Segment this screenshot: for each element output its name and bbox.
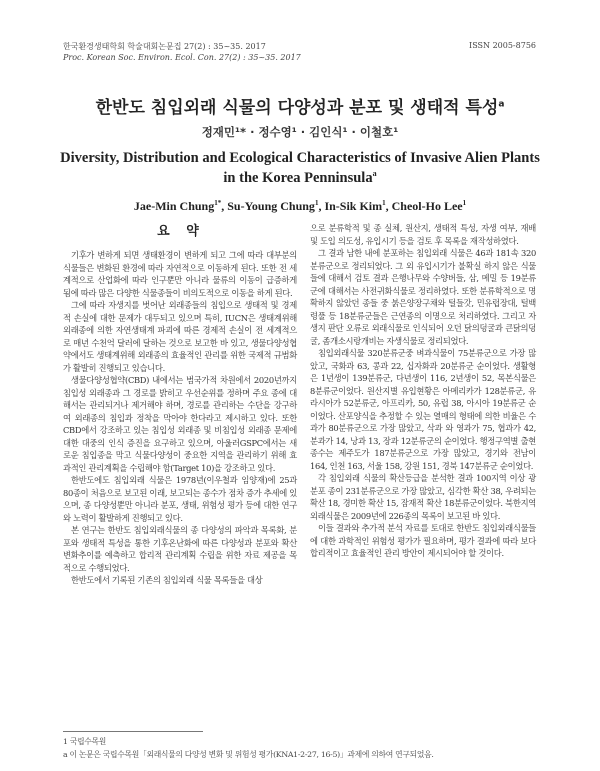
abstract-right-column <box>310 222 536 560</box>
author-3: In-Sik Kim <box>324 199 383 213</box>
title-korean <box>0 93 600 118</box>
author-4: Cheol-Ho Lee <box>391 199 463 213</box>
paragraph: 한반도에도 침입외래 식물은 1978년(이우철과 임양재)에 25과 80종이 처음으로 보고된 이래, 보고되는 종수가 점차 증가 추세에 있으며, 종 다양성뿐만 아니라 분포, 생태, 위험성 평가 등에 대한 연구와 노력이 활발하게 진행되고 있다. <box>63 475 297 523</box>
footnote-affiliation: 1 국립수목원 <box>63 737 106 746</box>
abstract-heading: 요 약 <box>157 224 205 239</box>
title-english-line2-text: in the Korea Penninsula <box>223 169 373 186</box>
issn: ISSN 2005-8756 <box>469 41 536 50</box>
title-english-line1: Diversity, Distribution and Ecological Characteristics of Invasive Alien Plants <box>60 150 540 166</box>
author-3-mark: 1 <box>382 199 386 207</box>
paragraph: 각 침입외래 식물의 확산등급을 분석한 결과 100지역 이상 광분포 종이 231분류군으로 가장 많았고, 심각한 확산 38, 우려되는 확산 18, 경미한 확산 15, 잠재적 확산 18분류군이었다. 북한지역 외래식물은 2009년에 226종의 목록이 보고된 바 있다. <box>310 473 536 521</box>
author-4-mark: 1 <box>462 199 467 207</box>
paragraph: 침입외래식물 320분류군중 벼과식물이 75분류군으로 가장 많았고, 국화과 63, 콩과 22, 십자화과 20분류군 순이었다. 생활형은 1년생이 139분류군, 다년생이 116, 2년생이 52, 목본식물은 8분류군이었다. 원산지별 유입현황은 아메리카가 128분류군, 유라시아가 52분류군, 아프리카, 50, 유럽 38, 아시아 19분류군 순이었다. 산포양식을 추정할 수 있는 열매의 형태에 의한 비율은 수과가 80분류군으로 가장 많았고, 삭과 와 영과가 75, 협과가 42, 분과가 14, 낭과 13, 장과 12분류군의 순이었다. 행정구역별 출현종수는 제주도가 187분류군으로 가장 많았고, 경기와 전남이 164, 인천 163, 서울 158, 강원 151, 경북 147분류군 순이었다. <box>310 348 536 471</box>
authors-english: Jae-Min Chung$^{1*}$, Su-Young Chung$^1$, In-Sik Kim$^1$, Cheol-Ho Lee$^1$ <box>133 199 467 213</box>
paragraph: 한반도에서 기록된 기존의 침입외래 식물 목록들을 대상 <box>71 575 263 585</box>
footnote-divider <box>63 731 203 732</box>
journal-citation-korean: 한국환경생태학회 학술대회논문집 27(2) : 35~35. 2017 <box>63 42 266 51</box>
title-korean-text: 한반도 침입외래 식물의 다양성과 분포 및 생태적 특성 <box>95 98 499 118</box>
journal-citation-english: Proc. Korean Soc. Environ. Ecol. Con. 27(2) : 35~35. 2017 <box>63 53 301 62</box>
abstract-left-column <box>63 249 297 587</box>
footnote-funding: a 이 논문은 국립수목원「외래식물의 다양성 변화 및 위험성 평가(KNA1-2-27, 16-5)」과제에 의하여 연구되었음. <box>63 750 434 759</box>
paragraph: 그에 따라 자생지를 벗어난 외래종들의 침입으로 생태적 및 경제적 손실에 대한 문제가 대두되고 있으며 특히, IUCN은 생태계위해 외래종에 의한 자연생태계 파괴에 따른 경제적 손실이 전 세계적으로 매년 수천억 달러에 달하는 것으로 보고한 바 있고, 생물다양성협약에서도 생태계위해 외래종의 효율적인 관리를 위한 국제적 규범화가 활발히 진행되고 있습니다. <box>63 300 297 373</box>
paragraph: 기후가 변하게 되면 생태환경이 변하게 되고 그에 따라 대부분의 식물들은 변화된 환경에 따라 자연적으로 이동하게 된다. 또한 전 세계적으로 산업화에 따라 인구뿐만 아니라 물류의 이동이 급증하게 됨에 따라 많은 다양한 식물종들이 비의도적으로 이동을 하게 된다. <box>63 250 297 298</box>
title-korean-footnote-mark: a <box>498 99 505 110</box>
author-2-mark: 1 <box>314 199 319 207</box>
title-english-footnote-mark: a <box>372 169 377 178</box>
author-2: Su-Young Chung <box>227 199 315 213</box>
author-1-mark: 1* <box>214 199 222 207</box>
authors-korean: 정재민¹* · 정수영¹ · 김인식¹ · 이철호¹ <box>201 125 399 139</box>
paragraph: 본 연구는 한반도 침입외래식물의 종 다양성의 파악과 목록화, 분포와 생태적 특성을 통한 기후온난화에 따른 다양성과 분포와 확산 변화추이를 예측하고 합리적 관리계획 수립을 위한 자료 제공을 목적으로 수행되었다. <box>63 525 297 573</box>
paragraph: 이들 결과와 추가적 분석 자료를 토대로 한반도 침입외래식물들에 대한 과학적인 위험성 평가가 필요하며, 평가 결과에 따라 보다 합리적이고 효율적인 관리 방안이 제시되어야 할 것이다. <box>310 523 536 558</box>
paragraph: 그 결과 남한 내에 분포하는 침입외래 식물은 46과 181속 320분류군으로 정리되었다. 그 외 유입시기가 불확실 하지 않은 식물들에 대해서 검토 결과 은행나무와 수양버들, 삼, 메밀 등 19분류군에 대해서는 사전귀화식물로 정리하였다. 또한 분류학적으로 명확하지 않았던 종들 중 붉은양장구채와 털들갓, 민유럽장대, 털백령풀 등 18분류군들은 근연종의 이명으로 처리하였다. 그리고 자생지 판단 오류로 외래식물로 인식되어 오던 닭의덩굴과 큰닭의덩굴, 좀개소시랑개비는 자생식물로 정리되었다. <box>310 248 536 346</box>
title-english-line2 <box>0 169 600 187</box>
author-1: Jae-Min Chung <box>133 199 215 213</box>
paragraph: 생물다양성협약(CBD) 내에서는 범국가적 차원에서 2020년까지 침입성 외래종과 그 경로를 밝히고 우선순위를 정하며 주요 종에 대해서는 관리되거나 제거해야 하며, 경로를 관리하는 수단을 강구하여 외래종의 침입과 정착을 막아야 한다라고 제시하고 있다. 또한 CBD에서 강조하고 있는 침입성 외래종 및 비침입성 외래종 문제에 대한 대중의 인식 증진을 요구하고 있으며, 아울러GSPC에서는 새로운 침입종을 막고 식물다양성이 중요한 지역을 관리하기 위해 효과적인 관리계획을 수립해야 함(Target 10)을 강조하고 있다. <box>63 375 297 473</box>
paragraph: 으로 분류학적 및 종 실체, 원산지, 생태적 특성, 자생 여부, 재배 및 도입 의도성, 유입시기 등을 검토 후 목록을 재작성하였다. <box>310 223 536 246</box>
